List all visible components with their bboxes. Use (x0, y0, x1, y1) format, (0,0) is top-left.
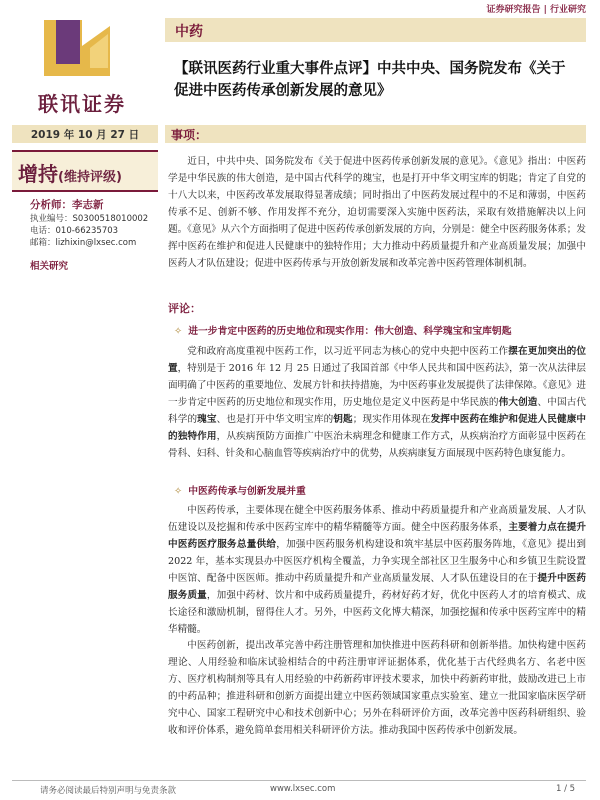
p2-bold-j: 发挥中医药在维护和促进人民健康中的独特作用 (168, 414, 587, 442)
p2-text-i: ；现实作用体现在 (352, 414, 431, 425)
comment-paragraph-3: 中医药创新，提出改革完善中药注册管理和加快推进中医药科研和创新举措。加快构建中医药理论、人用经验和临床试验相结合的中药注册审评证据体系，优化基于古代经典名方、名老中医方、医疗机构制剂等具有人用经验的中药新药审评技术要求，加快中药新药审批，鼓励改进已上市的中药品种；推进科研和创新方面提出建立中医药领域国家重点实验室、建立一批国家临床医学研究中心、国家工程研究中心和技术创新中心；另外在科研评价方面，改革完善中医药科研组织、验收和评价体系，避免简单套用相关科研评价方法。推动我国中医药传承中创新发展。 (168, 640, 586, 736)
subheading-1-text: 进一步肯定中医药的历史地位和现实作用：伟大创造、科学瑰宝和宝库钥匙 (188, 326, 512, 337)
rating-value: 增持 (18, 162, 58, 186)
headline-line-1: 【联讯医药行业重大事件点评】中共中央、国务院发布《关于 (174, 61, 566, 77)
subheading-2 (174, 483, 306, 497)
p2-bold-h: 钥匙 (333, 414, 353, 425)
events-bar (165, 125, 586, 143)
footer-disclaimer[interactable]: 请务必阅读最后特别声明与免责条款 (40, 786, 177, 796)
analyst-phone: 电话：010-66235703 (30, 226, 119, 236)
subheading-2-text: 中医药传承与创新发展并重 (188, 486, 306, 497)
comment-paragraph-1 (168, 343, 586, 462)
p3-text-a: 中医药传承，主要体现在健全中医药服务体系、推动中药质量提升和产业高质量发展、人才队伍建设以及挖掘和传承中医药宝库中的精华精髓等方面。健全中医药服务体系， (168, 505, 586, 533)
events-title: 事项： (171, 128, 208, 142)
p2-text-c: ，特别是于 2016 年 12 月 25 日通过了我国首部《中华人民共和国中医药法》，第一次从法律层面明确了中医药的重要地位、发展方针和扶持措施，为中医药事业发展提供了法律保障。《意见》进一步肯定中医药的历史地位和现实作用，历史地位是定义中医药是中华民族的 (168, 363, 587, 408)
report-headline (174, 58, 586, 102)
analyst-license: 执业编号：S0300518010002 (30, 214, 149, 224)
section-bar (165, 18, 586, 42)
company-logo (36, 16, 142, 88)
p2-bold-b: 摆在更加突出的位置 (168, 346, 587, 374)
p2-text-g: 、也是打开中华文明宝库的 (216, 414, 334, 425)
report-type-tag: 证券研究报告 | 行业研究 (486, 5, 586, 15)
p3-bold-b: 主要着力点在提升中医药医疗服务总量供给 (168, 522, 587, 550)
footer-website[interactable]: www.lxsec.com (270, 784, 336, 794)
subheading-1 (174, 323, 512, 337)
headline-line-2: 促进中医药传承创新发展的意见》 (174, 83, 392, 99)
p3-text-e: ，加强中药材、饮片和中成药质量提升，药材好药才好，优化中医药人才的培育模式、成长途径和激励机制，留得住人才。另外，中医药文化博大精深，加强挖掘和传承中医药宝库中的精华精髓。 (168, 590, 587, 635)
events-paragraph: 近日，中共中央、国务院发布《关于促进中医药传承创新发展的意见》。《意见》指出：中医药学是中华民族的伟大创造，是中国古代科学的瑰宝，也是打开中华文明宝库的钥匙；肯定了自党的十八大以来，中医药改革发展取得显著成绩；同时指出了中医药发展过程中的不足和薄弱，中医药传承不足、创新不够、作用发挥不充分，迫切需要深入实施中医药法，采取有效措施解决以上问题。《意见》从六个方面指明了促进中医药传承创新发展的方向，分别是：健全中医药服务体系；发挥中医药在维护和促进人民健康中的独特作用；大力推动中药质量提升和产业高质量发展；加强中医药人才队伍建设；促进中医药传承与开放创新发展和改革完善中医药管理体制机制。 (168, 156, 586, 269)
comment-paragraph-2 (168, 502, 586, 638)
diamond-bullet-icon: ✧ (174, 486, 183, 497)
rating-box (12, 150, 158, 192)
rating-sub: (维持评级) (58, 170, 122, 185)
logo-text: 联讯证券 (38, 92, 126, 116)
p2-text-a: 党和政府高度重视中医药工作，以习近平同志为核心的党中央把中医药工作 (187, 346, 509, 357)
p3-bold-d: 提升中医药服务质量 (168, 573, 587, 601)
section-title: 中药 (175, 24, 203, 40)
analyst-email[interactable]: 邮箱：lizhixin@lxsec.com (30, 238, 137, 248)
footer-divider (12, 780, 586, 781)
comment-title: 评论： (168, 302, 201, 315)
p2-bold-d: 伟大创造 (498, 397, 538, 408)
p2-text-e: 、中国古代科学的 (168, 397, 587, 425)
p2-text-k: ，从疾病预防方面推广中医治未病理念和健康工作方式，从疾病治疗方面彰显中医药在骨科、妇科、针灸和心脑血管等疾病治疗中的优势，从疾病康复方面展现中医药特色康复能力。 (168, 431, 587, 459)
report-date: 2019 年 10 月 27 日 (30, 129, 140, 141)
p2-bold-f: 瑰宝 (197, 414, 217, 425)
analyst-name: 分析师：李志新 (30, 199, 104, 211)
date-bar (12, 125, 158, 143)
related-research[interactable]: 相关研究 (30, 261, 69, 272)
diamond-bullet-icon: ✧ (174, 326, 183, 337)
p3-text-c: ，加强中医药服务机构建设和筑牢基层中医药服务阵地，《意见》提出到 2022 年，基本实现县办中医医疗机构全覆盖，力争实现全部社区卫生服务中心和乡镇卫生院设置中医馆、配备中医医师。推动中药质量提升和产业高质量发展、人才队伍建设目的在于 (168, 539, 587, 584)
footer-page-number: 1 / 5 (556, 784, 576, 794)
rating (18, 158, 122, 187)
